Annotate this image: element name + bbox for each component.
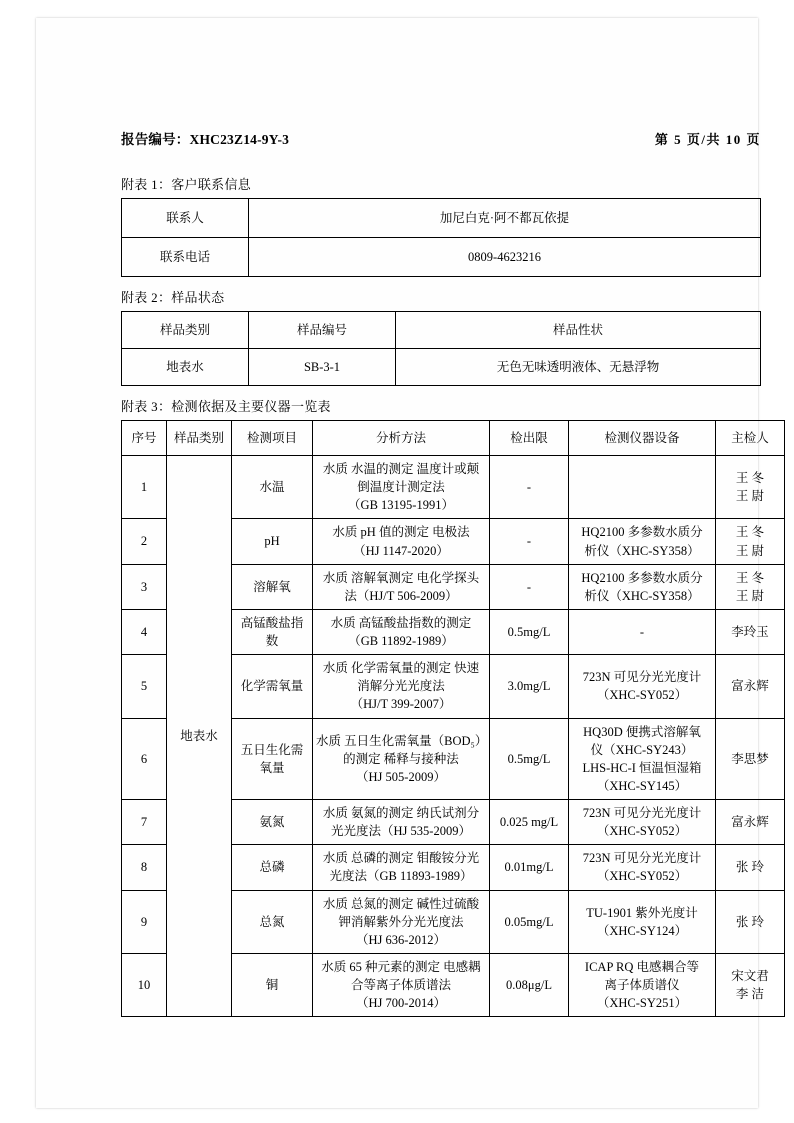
col-header-limit: 检出限 <box>490 421 569 456</box>
sample-category-header: 样品类别 <box>122 312 249 349</box>
cell-method: 水质 溶解氧测定 电化学探头 法（HJ/T 506-2009） <box>313 564 490 609</box>
appendix2-title: 附表 2：样品状态 <box>121 290 225 305</box>
cell-inspector: 张 玲 <box>716 845 785 890</box>
table-row <box>122 456 785 519</box>
appendix2-table <box>121 311 761 386</box>
document-content <box>121 128 769 1027</box>
cell-instrument: 723N 可见分光光度计 （XHC-SY052） <box>569 800 716 845</box>
cell-item: 水温 <box>232 456 313 519</box>
cell-item: pH <box>232 519 313 564</box>
document-header <box>121 128 761 148</box>
col-header-no: 序号 <box>122 421 167 456</box>
sample-number-value: SB-3-1 <box>249 349 396 386</box>
cell-method: 水质 氨氮的测定 纳氏试剂分 光光度法（HJ 535-2009） <box>313 800 490 845</box>
col-header-category: 样品类别 <box>167 421 232 456</box>
cell-method: 水质 水温的测定 温度计或颠 倒温度计测定法 （GB 13195-1991） <box>313 456 490 519</box>
table-row <box>122 199 761 238</box>
cell-method: 水质 总氮的测定 碱性过硫酸 钾消解紫外分光光度法 （HJ 636-2012） <box>313 890 490 953</box>
col-header-instrument: 检测仪器设备 <box>569 421 716 456</box>
cell-no: 9 <box>122 890 167 953</box>
cell-no: 2 <box>122 519 167 564</box>
contact-person-value: 加尼白克·阿不都瓦依提 <box>249 199 761 238</box>
cell-item: 氨氮 <box>232 800 313 845</box>
cell-instrument <box>569 456 716 519</box>
cell-no: 3 <box>122 564 167 609</box>
paper-sheet <box>36 18 769 1108</box>
contact-phone-label: 联系电话 <box>122 238 249 277</box>
cell-instrument: 723N 可见分光光度计 （XHC-SY052） <box>569 845 716 890</box>
cell-item: 高锰酸盐指 数 <box>232 609 313 654</box>
cell-instrument: - <box>569 609 716 654</box>
col-header-inspector: 主检人 <box>716 421 785 456</box>
cell-inspector: 王 冬 王 尉 <box>716 564 785 609</box>
cell-method: 水质 高锰酸盐指数的测定 （GB 11892-1989） <box>313 609 490 654</box>
sample-number-header: 样品编号 <box>249 312 396 349</box>
cell-no: 5 <box>122 655 167 718</box>
cell-detection-limit: 0.08μg/L <box>490 953 569 1016</box>
cell-instrument: TU-1901 紫外光度计 （XHC-SY124） <box>569 890 716 953</box>
cell-instrument: ICAP RQ 电感耦合等 离子体质谱仪 （XHC-SY251） <box>569 953 716 1016</box>
cell-item: 溶解氧 <box>232 564 313 609</box>
cell-detection-limit: 0.025 mg/L <box>490 800 569 845</box>
cell-inspector: 李思梦 <box>716 718 785 800</box>
sample-property-value: 无色无味透明液体、无悬浮物 <box>396 349 761 386</box>
page-number: 第 5 页/共 10 页 <box>654 132 761 147</box>
col-header-method: 分析方法 <box>313 421 490 456</box>
cell-method: 水质 五日生化需氧量（BOD₅） 的测定 稀释与接种法 （HJ 505-2009） <box>313 718 490 800</box>
cell-item: 化学需氧量 <box>232 655 313 718</box>
cell-inspector: 王 冬 王 尉 <box>716 456 785 519</box>
table-header-row <box>122 312 761 349</box>
cell-no: 6 <box>122 718 167 800</box>
cell-no: 7 <box>122 800 167 845</box>
cell-detection-limit: 0.5mg/L <box>490 718 569 800</box>
cell-detection-limit: 0.05mg/L <box>490 890 569 953</box>
cell-instrument: HQ30D 便携式溶解氧 仪（XHC-SY243） LHS-HC-I 恒温恒湿箱 （XHC-SY145） <box>569 718 716 800</box>
cell-detection-limit: - <box>490 519 569 564</box>
cell-instrument: 723N 可见分光光度计 （XHC-SY052） <box>569 655 716 718</box>
cell-instrument: HQ2100 多参数水质分 析仪（XHC-SY358） <box>569 519 716 564</box>
cell-no: 8 <box>122 845 167 890</box>
cell-method: 水质 总磷的测定 钼酸铵分光 光度法（GB 11893-1989） <box>313 845 490 890</box>
cell-instrument: HQ2100 多参数水质分 析仪（XHC-SY358） <box>569 564 716 609</box>
table-row <box>122 349 761 386</box>
cell-detection-limit: 3.0mg/L <box>490 655 569 718</box>
cell-detection-limit: - <box>490 564 569 609</box>
cell-no: 10 <box>122 953 167 1016</box>
sample-property-header: 样品性状 <box>396 312 761 349</box>
table-header-row <box>122 421 785 456</box>
cell-inspector: 富永辉 <box>716 655 785 718</box>
report-number: 报告编号：XHC23Z14-9Y-3 <box>121 132 290 147</box>
cell-inspector: 张 玲 <box>716 890 785 953</box>
cell-detection-limit: - <box>490 456 569 519</box>
cell-inspector: 王 冬 王 尉 <box>716 519 785 564</box>
cell-item: 铜 <box>232 953 313 1016</box>
appendix3-title: 附表 3：检测依据及主要仪器一览表 <box>121 399 331 414</box>
cell-detection-limit: 0.01mg/L <box>490 845 569 890</box>
table-row <box>122 238 761 277</box>
cell-item: 总氮 <box>232 890 313 953</box>
cell-inspector: 李玲玉 <box>716 609 785 654</box>
sample-category-value: 地表水 <box>122 349 249 386</box>
cell-method: 水质 65 种元素的测定 电感耦 合等离子体质谱法 （HJ 700-2014） <box>313 953 490 1016</box>
cell-item: 五日生化需 氧量 <box>232 718 313 800</box>
contact-person-label: 联系人 <box>122 199 249 238</box>
cell-item: 总磷 <box>232 845 313 890</box>
cell-method: 水质 化学需氧量的测定 快速 消解分光光度法 （HJ/T 399-2007） <box>313 655 490 718</box>
cell-inspector: 宋文君 李 洁 <box>716 953 785 1016</box>
appendix1-title: 附表 1：客户联系信息 <box>121 177 252 192</box>
cell-detection-limit: 0.5mg/L <box>490 609 569 654</box>
cell-no: 4 <box>122 609 167 654</box>
cell-inspector: 富永辉 <box>716 800 785 845</box>
col-header-item: 检测项目 <box>232 421 313 456</box>
cell-method: 水质 pH 值的测定 电极法 （HJ 1147-2020） <box>313 519 490 564</box>
contact-phone-value: 0809-4623216 <box>249 238 761 277</box>
cell-sample-category: 地表水 <box>167 456 232 1017</box>
cell-no: 1 <box>122 456 167 519</box>
appendix3-table <box>121 420 785 1017</box>
appendix1-table <box>121 198 761 277</box>
